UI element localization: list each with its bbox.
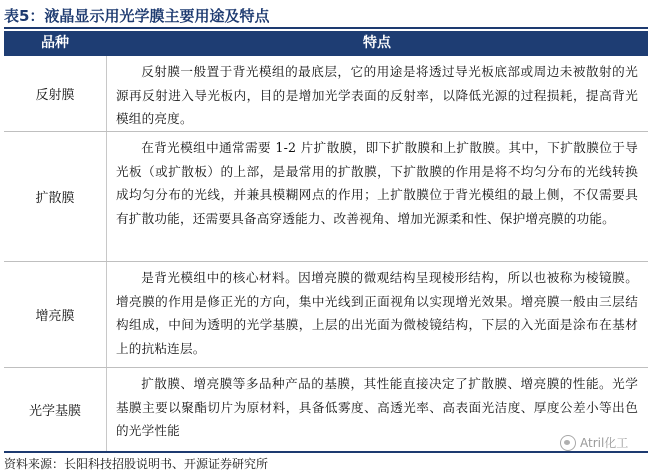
table-row <box>4 132 648 261</box>
row-category: 增亮膜 <box>35 309 75 324</box>
row-features: 是背光模组中的核心材料。因增亮膜的微观结构呈现棱形结构，所以也被称为棱镜膜。增亮膜的作用是修正光的方向，集中光线到正面视角以实现增光效果。增亮膜一般由三层结构组成，中间为透明的光学基膜，上层的出光面为微棱镜结构，下层的入光面是涂布在基材上的抗粘连层。 <box>116 270 638 356</box>
title-rule <box>4 27 648 29</box>
header-features: 特点 <box>363 35 391 51</box>
row-category: 光学基膜 <box>28 404 81 419</box>
source-note: 资料来源：长阳科技招股说明书、开源证券研究所 <box>4 457 269 471</box>
row-features: 在背光模组中通常需要 1-2 片扩散膜，即下扩散膜和上扩散膜。其中，下扩散膜位于导光板（或扩散板）的上部，是最常用的扩散膜，下扩散膜的作用是将不均匀分布的光线转换成均匀分布的光线，并兼具模糊网点的作用；上扩散膜位于背光模组的最上侧，不仅需要具有扩散功能，还需要具备高穿透能力、改善视角、增加光源柔和性、保护增亮膜的功能。 <box>116 140 638 226</box>
row-category: 扩散膜 <box>35 191 75 206</box>
row-category: 反射膜 <box>35 88 75 103</box>
table-row <box>4 56 648 131</box>
table-body <box>4 56 648 451</box>
table-row <box>4 368 648 451</box>
row-features: 扩散膜、增亮膜等多品种产品的基膜，其性能直接决定了扩散膜、增亮膜的性能。光学基膜主要以聚酯切片为原材料，具备低雾度、高透光率、高表面光洁度、厚度公差小等出色的光学性能 <box>116 376 638 438</box>
table-row <box>4 262 648 367</box>
bottom-rule <box>4 451 648 453</box>
wechat-icon <box>560 435 576 451</box>
watermark <box>560 432 650 454</box>
header-category: 品种 <box>41 35 69 51</box>
row-features: 反射膜一般置于背光模组的最底层，它的用途是将透过导光板底部或周边未被散射的光源再反射进入导光板内，目的是增加光学表面的反射率，以降低光源的过程损耗，提高背光模组的亮度。 <box>116 64 638 126</box>
table-title: 表5：液晶显示用光学膜主要用途及特点 <box>4 7 270 25</box>
table-header <box>4 31 648 56</box>
watermark-text: Atril化工 <box>580 436 629 450</box>
